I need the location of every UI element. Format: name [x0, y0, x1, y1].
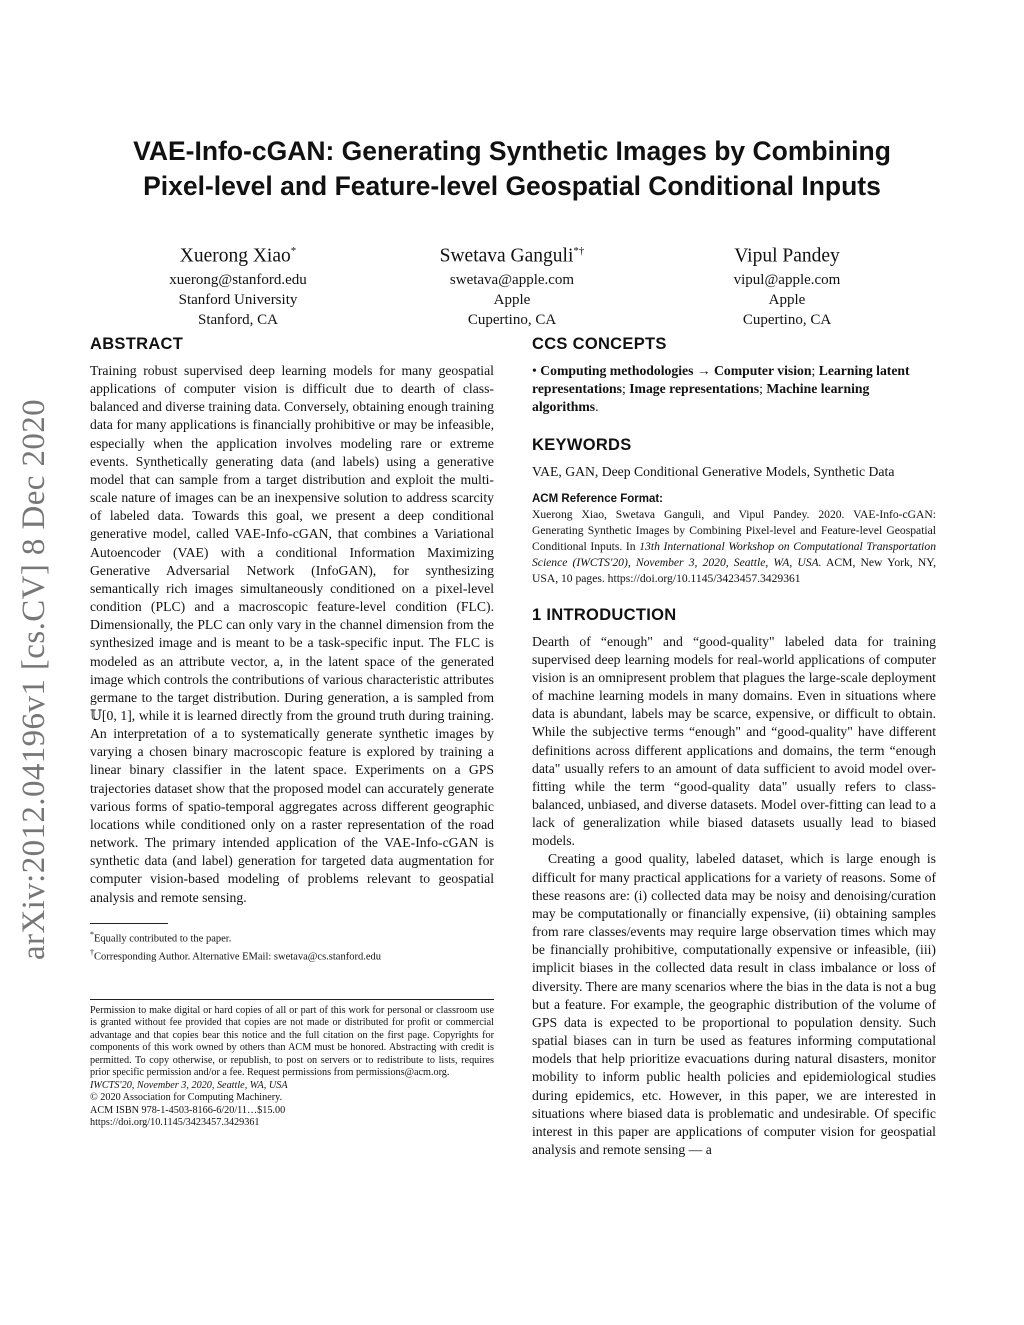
author-block	[657, 238, 917, 330]
introduction-paragraph-2: Creating a good quality, labeled dataset, which is large enough is difficult for many practical applications for a variety of reasons. Some of these reasons are: (i) collected data may be noisy and denoising/curation may be computationally or financially expensive, (ii) obtaining samples from rare classes/events may require large observation times which may be financially prohibitive, computationally expensive or infeasible, (iii) implicit biases in the collected data result in class imbalance or loss of diversity. There are many scenarios where the bias in the data is not a bug but a feature. For example, the geographic distribution of the volume of GPS data is expected to be proportional to population density. Such spatial biases can in turn be used as features informing computational models that help prioritize evacuations during natural disasters, monitor mobility to inform public health policies and epidemiological studies during epidemics, etc. However, in this paper, we are interested in situations where biased data is problematic and undesirable. Of specific interest in this paper are applications of computer vision for geospatial analysis and remote sensing — a	[532, 851, 936, 1157]
reference-post: ACM, New York, NY, USA, 10 pages. https://doi.org/10.1145/3423457.3429361	[532, 555, 936, 585]
author-block	[382, 238, 642, 330]
reference-pre: Xuerong Xiao, Swetava Ganguli, and Vipul Pandey. 2020. VAE-Info-cGAN: Generating Synthetic Images by Combining Pixel-level and Feature-level Geospatial Conditional Inputs. In	[532, 507, 936, 553]
reference-venue: 13th International Workshop on Computational Transportation Science (IWCTS'20), November 3, 2020, Seattle, WA, USA.	[532, 539, 936, 569]
doi-link[interactable]: https://doi.org/10.1145/3423457.3429361	[90, 1117, 260, 1129]
author-affiliation: Apple	[493, 291, 531, 308]
reference-format-text	[532, 507, 936, 587]
author-email: swetava@apple.com	[449, 271, 575, 288]
ccs-term: Image representations	[629, 381, 760, 397]
spacer	[532, 417, 936, 435]
title-line-2: Pixel-level and Feature-level Geospatial Conditional Inputs	[143, 171, 881, 201]
abstract-text: Training robust supervised deep learning models for many geospatial applications of computer vision is difficult due to dearth of class-balanced and diverse training data. Conversely, obtaining enough training data for many applications is financially prohibitive or may be infeasible, especially when the application involves modeling rare or extreme events. Synthetically generating data (and labels) using a generative model that can sample from a target distribution and exploit the multi-scale nature of images can be an inexpensive solution to address scarcity of labeled data. Towards this goal, we present a deep conditional generative model, called VAE-Info-cGAN, that combines a Variational Autoencoder (VAE) with a conditional Information Maximizing Generative Adversarial Network (InfoGAN), for synthesizing semantically rich images simultaneously conditioned on a pixel-level condition (PLC) and a macroscopic feature-level condition (FLC). Dimensionally, the PLC can only vary in the channel dimension from the synthesized image and is meant to be a task-specific input. The FLC is modeled as an attribute vector, a, in the latent space of the generated image which controls the contributions of various characteristic attributes germane to the target distribution. During generation, a is sampled from 𝕌[0, 1], while it is learned directly from the ground truth during training. An interpretation of a to systematically generate synthetic images by varying a chosen binary macroscopic feature is explored by training a linear binary classifier in the latent space. Experiments on a GPS trajectories dataset show that the proposed model can accurately generate various forms of spatio-temporal aggregates across different geographic locations while conditioned only on a raster representation of the road network. The primary intended application of the VAE-Info-cGAN is synthetic data (and label) generation for targeted data augmentation for computer vision-based modeling of problems relevant to geospatial analysis and remote sensing.	[90, 363, 494, 905]
footnote-rule	[90, 923, 168, 924]
ccs-arrow: →	[696, 363, 711, 378]
author-name: Vipul Pandey	[734, 245, 840, 267]
ccs-separator: ;	[811, 363, 819, 378]
introduction-paragraph-1: Dearth of “enough" and “good-quality" labeled data for training supervised deep learning models for real-world applications of computer vision is an omnipresent problem that plagues the large-scale deployment of machine learning models in many domains. Even in situations where data is abundant, labels may be scarce, expensive, or difficult to obtain. While the subjective terms “enough" and “good-quality" have different definitions across different applications and domains, the term “enough data" usually refers to an amount of data sufficient to avoid model over-fitting while the term “good-quality data" usually refers to class-balanced, unbiased, and diverse datasets. Model over-fitting can lead to a lack of generalization while biased datasets usually lead to biased models.	[532, 633, 936, 849]
ccs-term: Machine learning algorithms	[532, 381, 870, 415]
abstract-heading: ABSTRACT	[90, 335, 184, 353]
arxiv-stamp: arXiv:2012.04196v1 [cs.CV] 8 Dec 2020	[16, 398, 52, 960]
author-affiliation: Apple	[768, 291, 806, 308]
author-block	[108, 238, 368, 330]
copyright-line: © 2020 Association for Computing Machinery.	[90, 1092, 283, 1104]
introduction-heading: 1 INTRODUCTION	[532, 605, 677, 624]
footnote-corresponding: †Corresponding Author. Alternative EMail: swetava@cs.stanford.edu	[90, 948, 381, 963]
title-line-1: VAE-Info-cGAN: Generating Synthetic Images by Combining	[133, 136, 891, 166]
author-email: vipul@apple.com	[733, 271, 841, 288]
spacer	[532, 587, 936, 605]
keywords-heading: KEYWORDS	[532, 435, 632, 454]
ccs-separator: ;	[621, 381, 630, 397]
footnote-equal-text: Equally contributed to the paper.	[94, 933, 232, 945]
author-affiliation: Stanford University	[178, 291, 298, 308]
ccs-bullet: •	[532, 363, 537, 378]
author-name: Swetava Ganguli	[439, 245, 574, 267]
paper-title	[60, 134, 964, 204]
author-email: xuerong@stanford.edu	[169, 271, 307, 288]
author-location: Cupertino, CA	[742, 311, 832, 328]
footnote-equal: *Equally contributed to the paper.	[90, 929, 232, 945]
ccs-term: Learning latent representations	[532, 363, 910, 397]
ccs-end: .	[595, 399, 599, 415]
keywords-text: VAE, GAN, Deep Conditional Generative Models, Synthetic Data	[532, 463, 895, 479]
author-location: Stanford, CA	[198, 311, 278, 328]
reference-format-heading: ACM Reference Format:	[532, 492, 663, 505]
venue-line: IWCTS'20, November 3, 2020, Seattle, WA, USA	[90, 1079, 288, 1091]
permission-text: Permission to make digital or hard copies of all or part of this work for personal or classroom use is granted without fee provided that copies are not made or distributed for profit or commercial advantage and that copies bear this notice and the full citation on the first page. Copyrights for components of this work owned by others than ACM must be honored. Abstracting with credit is permitted. To copy otherwise, or republish, to post on servers or to redistribute to lists, requires prior specific permission and/or a fee. Request permissions from permissions@acm.org.	[90, 1004, 494, 1079]
author-name: Xuerong Xiao	[179, 245, 291, 267]
ccs-term: Computer vision	[714, 363, 812, 378]
isbn-line: ACM ISBN 978-1-4503-8166-6/20/11…$15.00	[90, 1104, 286, 1116]
author-mark: *†	[573, 245, 585, 257]
ccs-heading: CCS CONCEPTS	[532, 335, 667, 353]
right-column	[532, 334, 936, 1159]
ccs-separator: ;	[759, 381, 767, 397]
ccs-term: Computing methodologies	[540, 363, 694, 378]
author-mark: *	[290, 245, 297, 257]
left-column	[90, 334, 494, 1130]
footnote-corresponding-text: Corresponding Author. Alternative EMail: swetava@cs.stanford.edu	[94, 951, 381, 963]
permission-block	[90, 999, 494, 1130]
ccs-concepts	[532, 362, 936, 417]
author-location: Cupertino, CA	[467, 311, 557, 328]
